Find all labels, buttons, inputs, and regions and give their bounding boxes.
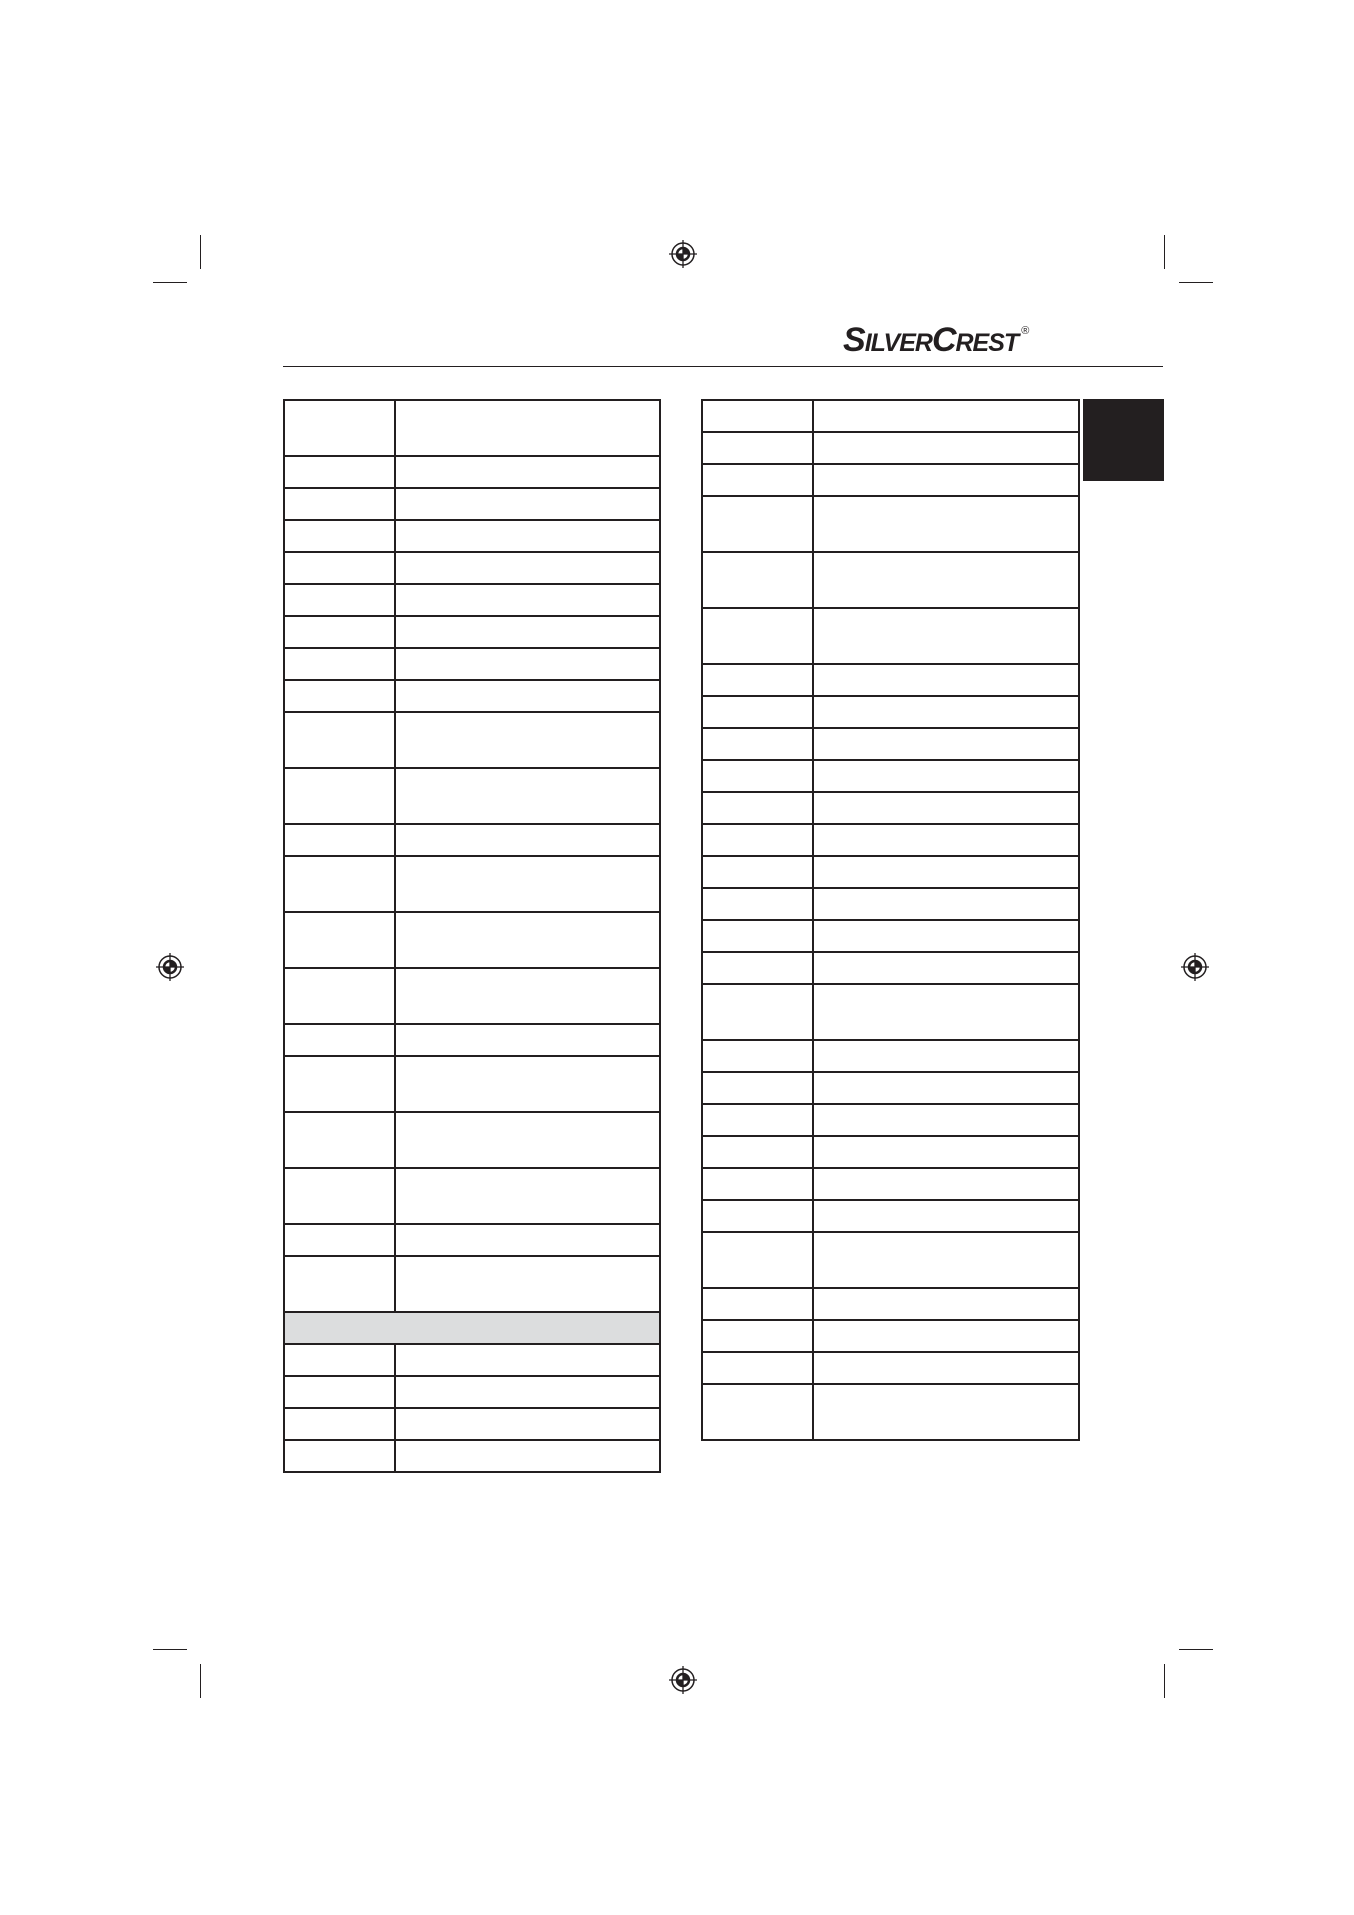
- registered-trademark: ®: [1021, 325, 1029, 337]
- table-cell: [813, 888, 1079, 920]
- table-cell: [395, 1056, 660, 1112]
- table-row: [702, 1072, 1079, 1104]
- table-row: [702, 792, 1079, 824]
- table-cell: [702, 760, 813, 792]
- table-cell: [395, 584, 660, 616]
- table-row: [702, 1232, 1079, 1288]
- table-cell: [702, 888, 813, 920]
- table-cell: [284, 856, 395, 912]
- table-cell: [702, 1040, 813, 1072]
- right-table: [701, 399, 1080, 1441]
- table-row: [702, 760, 1079, 792]
- table-cell: [395, 1376, 660, 1408]
- table-cell: [702, 920, 813, 952]
- table-cell: [813, 792, 1079, 824]
- table-row: [702, 496, 1079, 552]
- table-row: [702, 664, 1079, 696]
- table-row: [284, 1256, 660, 1312]
- table-cell: [284, 400, 395, 456]
- table-row: [284, 1376, 660, 1408]
- crop-mark-bottom-left-horizontal: [153, 1649, 187, 1650]
- table-cell: [284, 1056, 395, 1112]
- table-cell: [702, 496, 813, 552]
- table-row: [702, 1168, 1079, 1200]
- table-row: [284, 1024, 660, 1056]
- table-row: [702, 432, 1079, 464]
- table-row: [284, 680, 660, 712]
- table-cell: [395, 968, 660, 1024]
- table-row: [702, 608, 1079, 664]
- table-cell: [284, 616, 395, 648]
- table-cell: [284, 824, 395, 856]
- table-cell: [395, 552, 660, 584]
- crop-mark-top-left-vertical: [200, 235, 201, 269]
- table-cell: [702, 664, 813, 696]
- table-cell: [813, 1352, 1079, 1384]
- table-cell: [702, 1352, 813, 1384]
- table-row: [702, 1384, 1079, 1440]
- table-row: [284, 648, 660, 680]
- table-row: [702, 1200, 1079, 1232]
- table-cell: [702, 952, 813, 984]
- table-cell: [395, 488, 660, 520]
- table-cell: [813, 552, 1079, 608]
- table-cell: [395, 520, 660, 552]
- table-cell: [813, 1040, 1079, 1072]
- table-cell: [813, 608, 1079, 664]
- crop-mark-bottom-left-vertical: [200, 1664, 201, 1698]
- table-cell: [395, 1224, 660, 1256]
- table-cell: [284, 1344, 395, 1376]
- crop-mark-top-right-vertical: [1164, 235, 1165, 269]
- table-cell: [284, 456, 395, 488]
- crop-mark-top-left-horizontal: [153, 282, 187, 283]
- table-cell: [813, 664, 1079, 696]
- table-row: [702, 856, 1079, 888]
- table-cell: [284, 1224, 395, 1256]
- table-cell: [813, 496, 1079, 552]
- table-cell: [702, 1104, 813, 1136]
- table-cell: [702, 1136, 813, 1168]
- table-cell: [702, 696, 813, 728]
- table-row: [702, 1040, 1079, 1072]
- table-cell: [284, 552, 395, 584]
- table-row: [702, 1136, 1079, 1168]
- table-cell: [813, 1200, 1079, 1232]
- table-row: [702, 824, 1079, 856]
- table-cell: [395, 1112, 660, 1168]
- table-cell: [284, 1112, 395, 1168]
- table-cell: [284, 584, 395, 616]
- table-cell: [702, 552, 813, 608]
- table-row: [284, 1056, 660, 1112]
- table-cell: [284, 520, 395, 552]
- table-section-row: [284, 1312, 660, 1344]
- table-cell: [395, 912, 660, 968]
- table-cell: [813, 760, 1079, 792]
- table-cell: [284, 1440, 395, 1472]
- crop-mark-bottom-right-horizontal: [1179, 1649, 1213, 1650]
- table-cell: [395, 856, 660, 912]
- table-cell: [284, 912, 395, 968]
- table-cell: [702, 824, 813, 856]
- table-cell: [702, 1384, 813, 1440]
- table-cell: [284, 1408, 395, 1440]
- header-rule: [283, 366, 1163, 367]
- table-row: [284, 768, 660, 824]
- table-row: [702, 728, 1079, 760]
- table-row: [702, 888, 1079, 920]
- table-cell: [702, 856, 813, 888]
- table-row: [284, 1224, 660, 1256]
- table-cell: [284, 648, 395, 680]
- table-cell: [395, 712, 660, 768]
- table-cell: [284, 768, 395, 824]
- table-cell: [702, 1072, 813, 1104]
- table-cell: [813, 952, 1079, 984]
- table-row: [284, 1440, 660, 1472]
- left-table: [283, 399, 661, 1473]
- crop-mark-bottom-right-vertical: [1164, 1664, 1165, 1698]
- table-cell: [813, 1288, 1079, 1320]
- table-row: [702, 464, 1079, 496]
- table-cell: [813, 432, 1079, 464]
- table-row: [702, 1288, 1079, 1320]
- table-row: [284, 712, 660, 768]
- table-cell: [702, 608, 813, 664]
- table-row: [702, 400, 1079, 432]
- table-cell: [813, 696, 1079, 728]
- table-cell: [702, 432, 813, 464]
- table-row: [702, 952, 1079, 984]
- table-cell: [813, 856, 1079, 888]
- table-row: [284, 400, 660, 456]
- table-cell: [702, 728, 813, 760]
- table-cell: [395, 1256, 660, 1312]
- table-cell: [813, 1168, 1079, 1200]
- table-cell: [813, 1136, 1079, 1168]
- table-cell: [284, 712, 395, 768]
- table-cell: [813, 1232, 1079, 1288]
- table-row: [284, 616, 660, 648]
- table-cell: [395, 824, 660, 856]
- table-cell: [813, 1320, 1079, 1352]
- table-cell: [284, 488, 395, 520]
- table-cell: [702, 1320, 813, 1352]
- table-cell: [395, 1408, 660, 1440]
- table-cell: [702, 792, 813, 824]
- table-row: [284, 968, 660, 1024]
- table-cell: [395, 1440, 660, 1472]
- table-row: [284, 552, 660, 584]
- table-cell: [395, 680, 660, 712]
- table-cell: [395, 400, 660, 456]
- table-cell: [284, 1256, 395, 1312]
- table-row: [284, 456, 660, 488]
- table-cell: [813, 824, 1079, 856]
- table-cell: [395, 648, 660, 680]
- section-cell: [284, 1312, 660, 1344]
- table-cell: [813, 400, 1079, 432]
- table-cell: [702, 464, 813, 496]
- registration-mark-icon: [668, 239, 698, 269]
- table-cell: [813, 1104, 1079, 1136]
- table-cell: [813, 1384, 1079, 1440]
- table-cell: [395, 1024, 660, 1056]
- brand-logo: SILVERCREST ®: [843, 321, 1029, 359]
- table-row: [284, 488, 660, 520]
- table-cell: [702, 1288, 813, 1320]
- table-cell: [284, 968, 395, 1024]
- table-cell: [702, 1168, 813, 1200]
- table-cell: [284, 1168, 395, 1224]
- table-cell: [702, 1232, 813, 1288]
- table-row: [702, 1320, 1079, 1352]
- language-tab-marker: [1083, 399, 1164, 481]
- registration-mark-icon: [155, 952, 185, 982]
- table-row: [702, 920, 1079, 952]
- table-cell: [395, 456, 660, 488]
- table-cell: [395, 768, 660, 824]
- table-row: [284, 520, 660, 552]
- table-cell: [702, 1200, 813, 1232]
- table-row: [702, 552, 1079, 608]
- table-cell: [395, 1344, 660, 1376]
- table-row: [284, 856, 660, 912]
- table-cell: [813, 984, 1079, 1040]
- table-cell: [813, 464, 1079, 496]
- table-cell: [702, 400, 813, 432]
- registration-mark-icon: [1180, 952, 1210, 982]
- table-cell: [284, 1376, 395, 1408]
- table-row: [702, 1352, 1079, 1384]
- table-cell: [702, 984, 813, 1040]
- table-cell: [813, 920, 1079, 952]
- registration-mark-icon: [668, 1665, 698, 1695]
- table-row: [284, 912, 660, 968]
- table-cell: [813, 728, 1079, 760]
- table-cell: [395, 616, 660, 648]
- table-row: [284, 1344, 660, 1376]
- table-row: [284, 824, 660, 856]
- table-cell: [813, 1072, 1079, 1104]
- table-row: [284, 1112, 660, 1168]
- table-row: [284, 584, 660, 616]
- table-row: [702, 696, 1079, 728]
- table-row: [284, 1408, 660, 1440]
- table-cell: [284, 680, 395, 712]
- table-row: [702, 984, 1079, 1040]
- table-row: [702, 1104, 1079, 1136]
- table-row: [284, 1168, 660, 1224]
- crop-mark-top-right-horizontal: [1179, 282, 1213, 283]
- table-cell: [395, 1168, 660, 1224]
- table-cell: [284, 1024, 395, 1056]
